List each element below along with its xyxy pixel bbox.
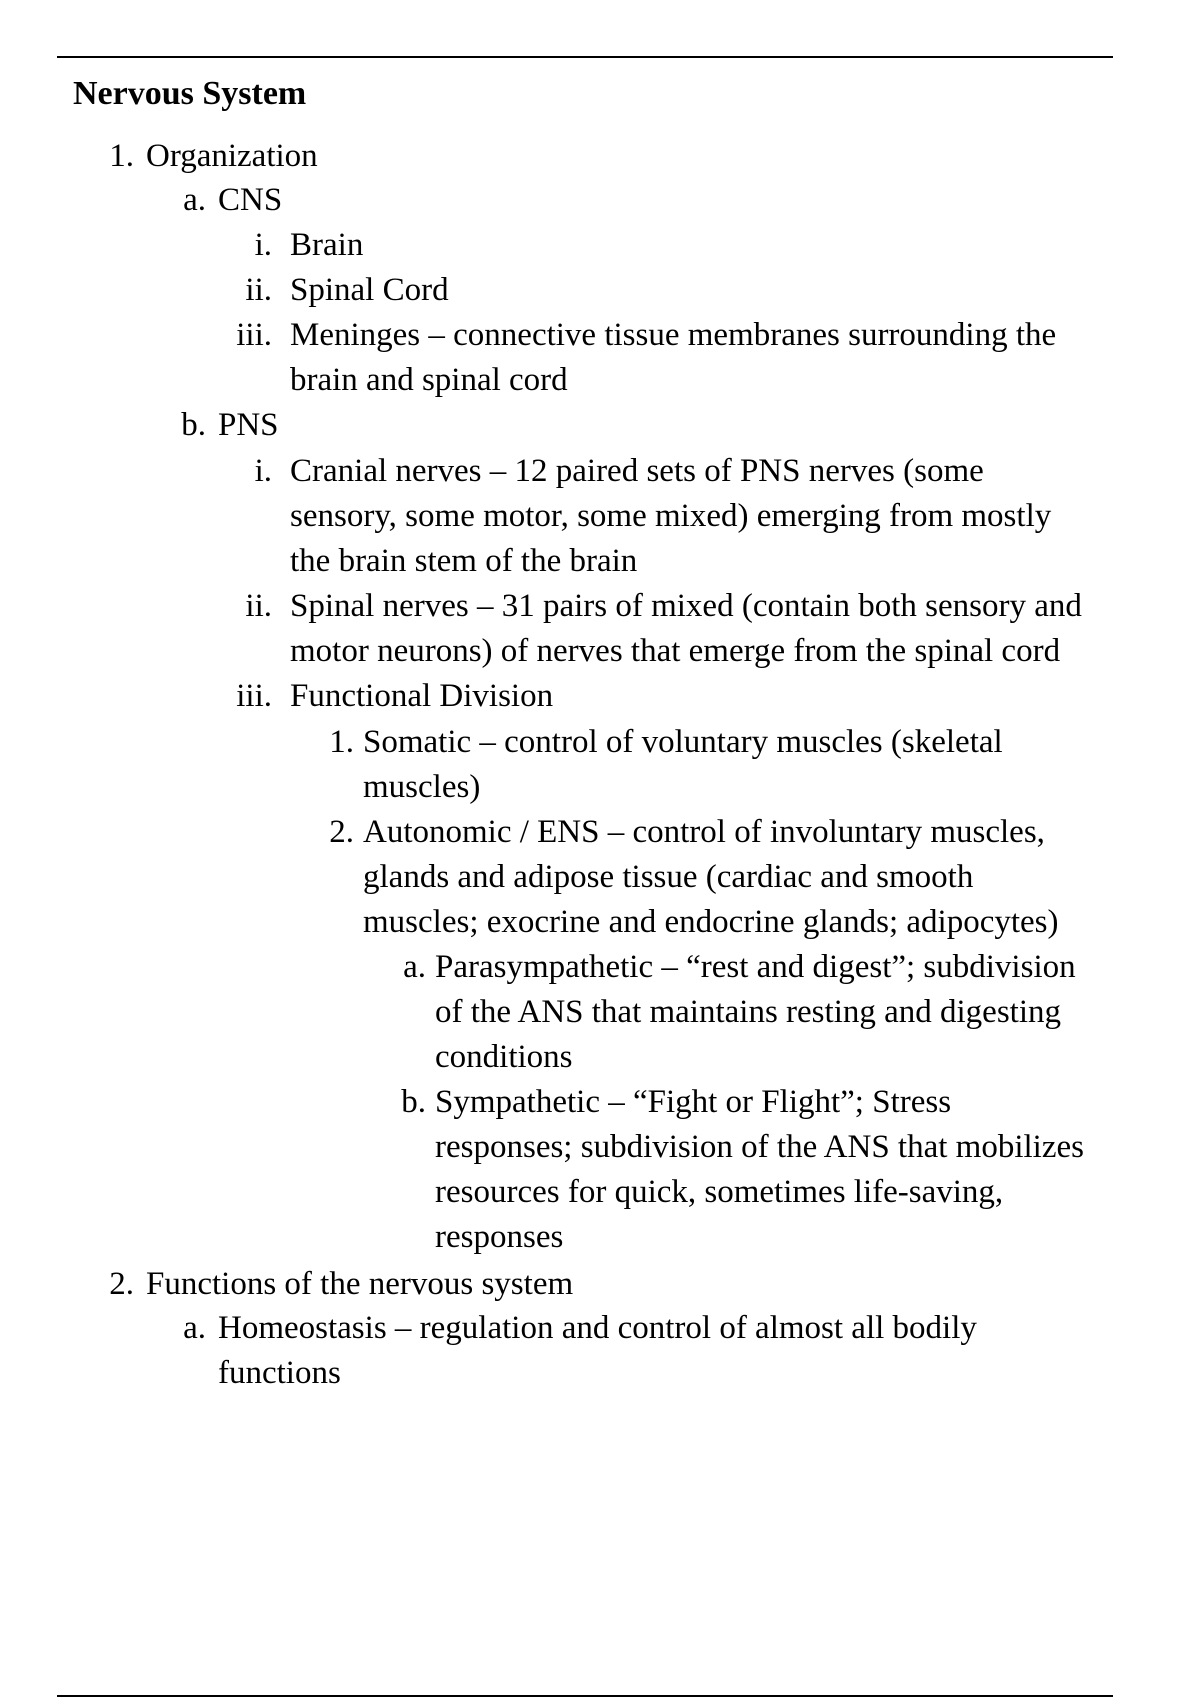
outline-text-line: Homeostasis – regulation and control of almost all bodily — [218, 1310, 977, 1346]
outline-label: Functional Division — [290, 678, 554, 714]
outline-marker: i. — [254, 453, 272, 489]
outline-marker: b. — [401, 1084, 426, 1120]
outline-text-line: Spinal nerves – 31 pairs of mixed (contain both sensory and — [290, 588, 1082, 624]
outline-text-line: resources for quick, sometimes life-saving, — [435, 1174, 1004, 1210]
outline-marker: a. — [183, 1310, 206, 1346]
outline-text-line: Parasympathetic – “rest and digest”; subdivision — [435, 949, 1076, 985]
top-rule — [57, 56, 1113, 58]
outline-marker: 2. — [329, 814, 354, 850]
outline-marker: 2. — [109, 1266, 134, 1302]
outline-text-line: glands and adipose tissue (cardiac and smooth — [363, 859, 974, 895]
outline-label: CNS — [218, 182, 283, 218]
outline-marker: a. — [403, 949, 426, 985]
outline-text-line: conditions — [435, 1039, 573, 1075]
outline-marker: 1. — [109, 138, 134, 174]
outline-marker: ii. — [245, 588, 272, 624]
outline-label: PNS — [218, 407, 279, 443]
outline-text-line: Somatic – control of voluntary muscles (skeletal — [363, 724, 1003, 760]
outline-marker: i. — [254, 227, 272, 263]
outline-text-line: Autonomic / ENS – control of involuntary muscles, — [363, 814, 1045, 850]
outline-label: Functions of the nervous system — [146, 1266, 574, 1302]
bottom-rule — [57, 1695, 1113, 1697]
outline-text-line: Meninges – connective tissue membranes surrounding the — [290, 317, 1057, 353]
outline-marker: b. — [181, 407, 206, 443]
outline-text-line: brain and spinal cord — [290, 362, 568, 398]
outline-text-line: Sympathetic – “Fight or Flight”; Stress — [435, 1084, 952, 1120]
outline-text-line: Cranial nerves – 12 paired sets of PNS nerves (some — [290, 453, 984, 489]
outline-text-line: sensory, some motor, some mixed) emerging from mostly — [290, 498, 1052, 534]
outline-label: Organization — [146, 138, 318, 174]
outline-marker: a. — [183, 182, 206, 218]
outline-label: Brain — [290, 227, 364, 263]
outline-text-line: responses; subdivision of the ANS that mobilizes — [435, 1129, 1084, 1165]
outline-text-line: responses — [435, 1219, 564, 1255]
outline-text-line: of the ANS that maintains resting and digesting — [435, 994, 1062, 1030]
page-title: Nervous System — [73, 75, 307, 112]
outline-text-line: motor neurons) of nerves that emerge from the spinal cord — [290, 633, 1061, 669]
outline-text-line: muscles) — [363, 769, 481, 805]
outline-label: Spinal Cord — [290, 272, 449, 308]
outline-text-line: muscles; exocrine and endocrine glands; adipocytes) — [363, 904, 1059, 940]
outline-text-line: the brain stem of the brain — [290, 543, 638, 579]
outline-marker: 1. — [329, 724, 354, 760]
outline-marker: ii. — [245, 272, 272, 308]
outline-marker: iii. — [236, 678, 272, 714]
outline-marker: iii. — [236, 317, 272, 353]
outline-text-line: functions — [218, 1355, 341, 1391]
